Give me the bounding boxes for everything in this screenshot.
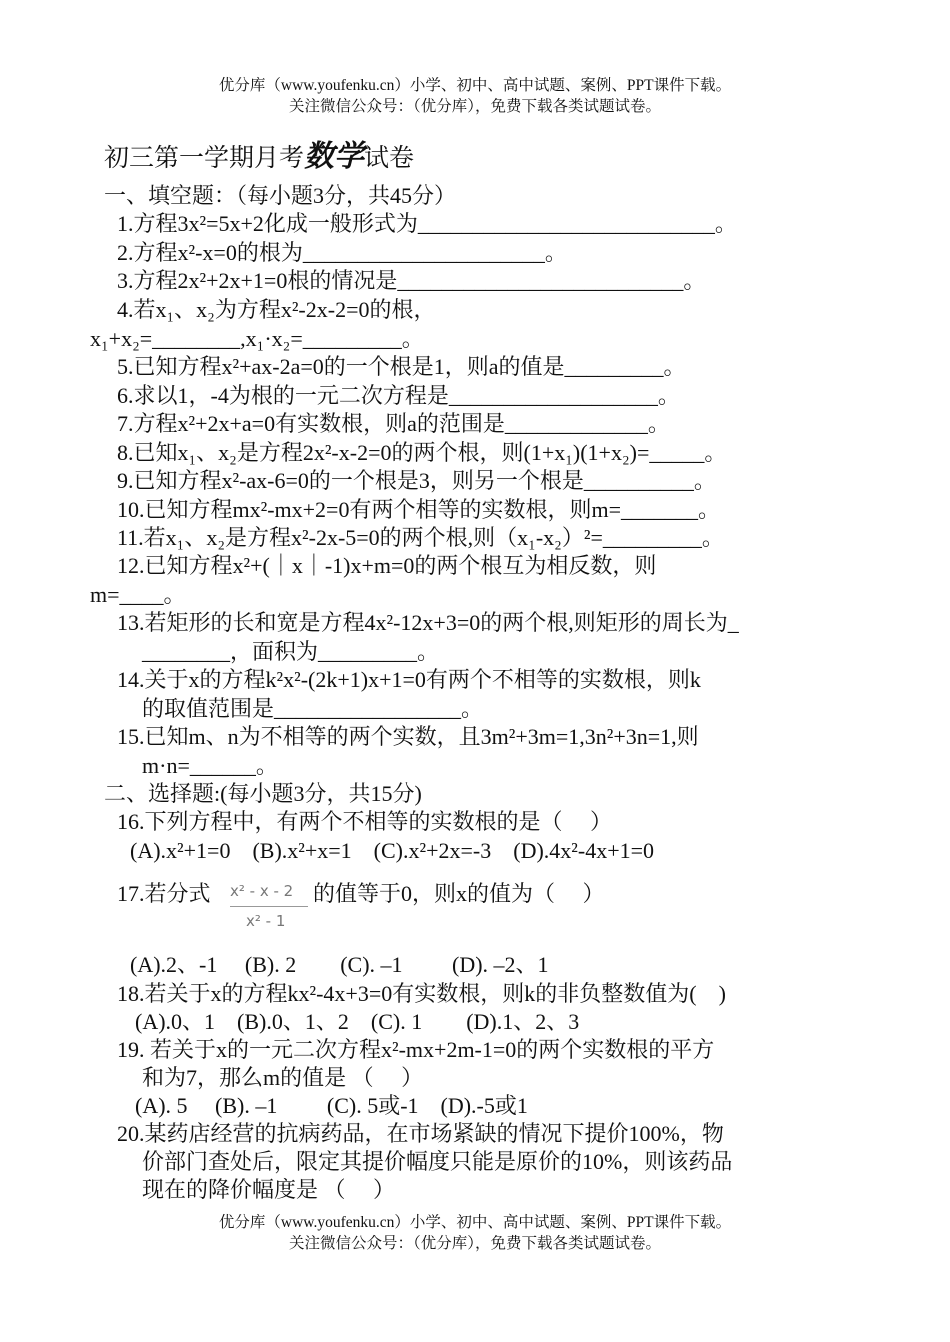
footer-line-2: 关注微信公众号：（优分库），免费下载各类试题试卷。 [288,1235,661,1252]
question-17-prefix: 17.若分式 [117,881,211,906]
title-emphasis: 数学 [304,139,365,174]
header-line-2: 关注微信公众号：（优分库），免费下载各类试题试卷。 [288,98,661,115]
question-17-fraction [230,882,310,936]
question-20-line-2: 价部门查处后，限定其提价幅度只能是原价的10%，则该药品 [142,1149,733,1174]
section-2-heading: 二、选择题:(每小题3分，共15分) [104,781,422,806]
question-5: 5.已知方程x²+ax-2a=0的一个根是1，则a的值是_________。 [117,354,686,379]
question-10: 10.已知方程mx²-mx+2=0有两个相等的实数根，则m=_______。 [117,497,720,522]
question-17-options: (A).2、-1 (B). 2 (C). –1 (D). –2、1 [130,952,549,977]
question-18-options: (A).0、1 (B).0、1、2 (C). 1 (D).1、2、3 [135,1009,580,1034]
question-1: 1.方程3x²=5x+2化成一般形式为___________________________。 [117,211,737,236]
question-6: 6.求以1，-4为根的一元二次方程是___________________。 [117,383,680,408]
question-13-line-2: ________，面积为_________。 [142,639,440,664]
header-line-1: 优分库（www.youfenku.cn）小学、初中、高中试题、案例、PPT课件下载。 [218,77,732,94]
question-15-line-1: 15.已知m、n为不相等的两个实数，且3m²+3m=1,3n²+3n=1,则 [117,724,699,749]
question-15-line-2: m·n=______。 [142,753,278,778]
question-18: 18.若关于x的方程kx²-4x+3=0有实数根，则k的非负整数值为( ) [117,981,726,1006]
question-4-line-1: 4.若x₁、x₂为方程x²-2x-2=0的根， [117,297,436,322]
question-12-line-1: 12.已知方程x²+(｜x｜-1)x+m=0的两个根互为相反数，则 [117,553,657,578]
question-14-line-1: 14.关于x的方程k²x²-(2k+1)x+1=0有两个不相等的实数根，则k [117,667,701,692]
question-9: 9.已知方程x²-ax-6=0的一个根是3，则另一个根是__________。 [117,468,716,493]
footer-line-1: 优分库（www.youfenku.cn）小学、初中、高中试题、案例、PPT课件下载。 [218,1214,732,1231]
fraction-denominator: x² - 1 [246,912,286,930]
question-3: 3.方程2x²+2x+1=0根的情况是__________________________。 [117,268,706,293]
question-19-line-2: 和为7，那么m的值是 （ ） [142,1065,424,1090]
fraction-numerator: x² - x - 2 [230,882,294,900]
question-8: 8.已知x₁、x₂是方程2x²-x-2=0的两个根，则(1+x₁)(1+x₂)=_____。 [117,440,727,465]
question-4-line-2: x₁+x₂=________,x₁·x₂=_________。 [90,326,424,351]
question-19-options: (A). 5 (B). –1 (C). 5或-1 (D).-5或1 [135,1093,528,1118]
fraction-bar [230,906,308,907]
exam-title [104,140,414,176]
question-13-line-1: 13.若矩形的长和宽是方程4x²-12x+3=0的两个根,则矩形的周长为_ [117,610,739,635]
question-14-line-2: 的取值范围是_________________。 [142,696,484,721]
question-11: 11.若x₁、x₂是方程x²-2x-5=0的两个根,则（x₁-x₂）²=_________。 [117,525,724,550]
question-17-suffix: 的值等于0，则x的值为（ ） [313,881,605,906]
title-suffix: 试卷 [364,145,415,172]
title-prefix: 初三第一学期月考 [104,145,305,172]
question-2: 2.方程x²-x=0的根为______________________。 [117,240,567,265]
section-1-heading: 一、填空题：（每小题3分，共45分） [104,183,457,208]
question-20-line-3: 现在的降价幅度是 （ ） [142,1177,396,1202]
question-7: 7.方程x²+2x+a=0有实数根，则a的范围是_____________。 [117,411,670,436]
question-19-line-1: 19. 若关于x的一元二次方程x²-mx+2m-1=0的两个实数根的平方 [117,1037,715,1062]
question-20-line-1: 20.某药店经营的抗病药品，在市场紧缺的情况下提价100%，物 [117,1121,724,1146]
question-12-line-2: m=____。 [90,582,186,607]
question-16: 16.下列方程中，有两个不相等的实数根的是（ ） [117,809,613,834]
question-16-options: (A).x²+1=0 (B).x²+x=1 (C).x²+2x=-3 (D).4x²-4x+1=0 [130,838,655,863]
